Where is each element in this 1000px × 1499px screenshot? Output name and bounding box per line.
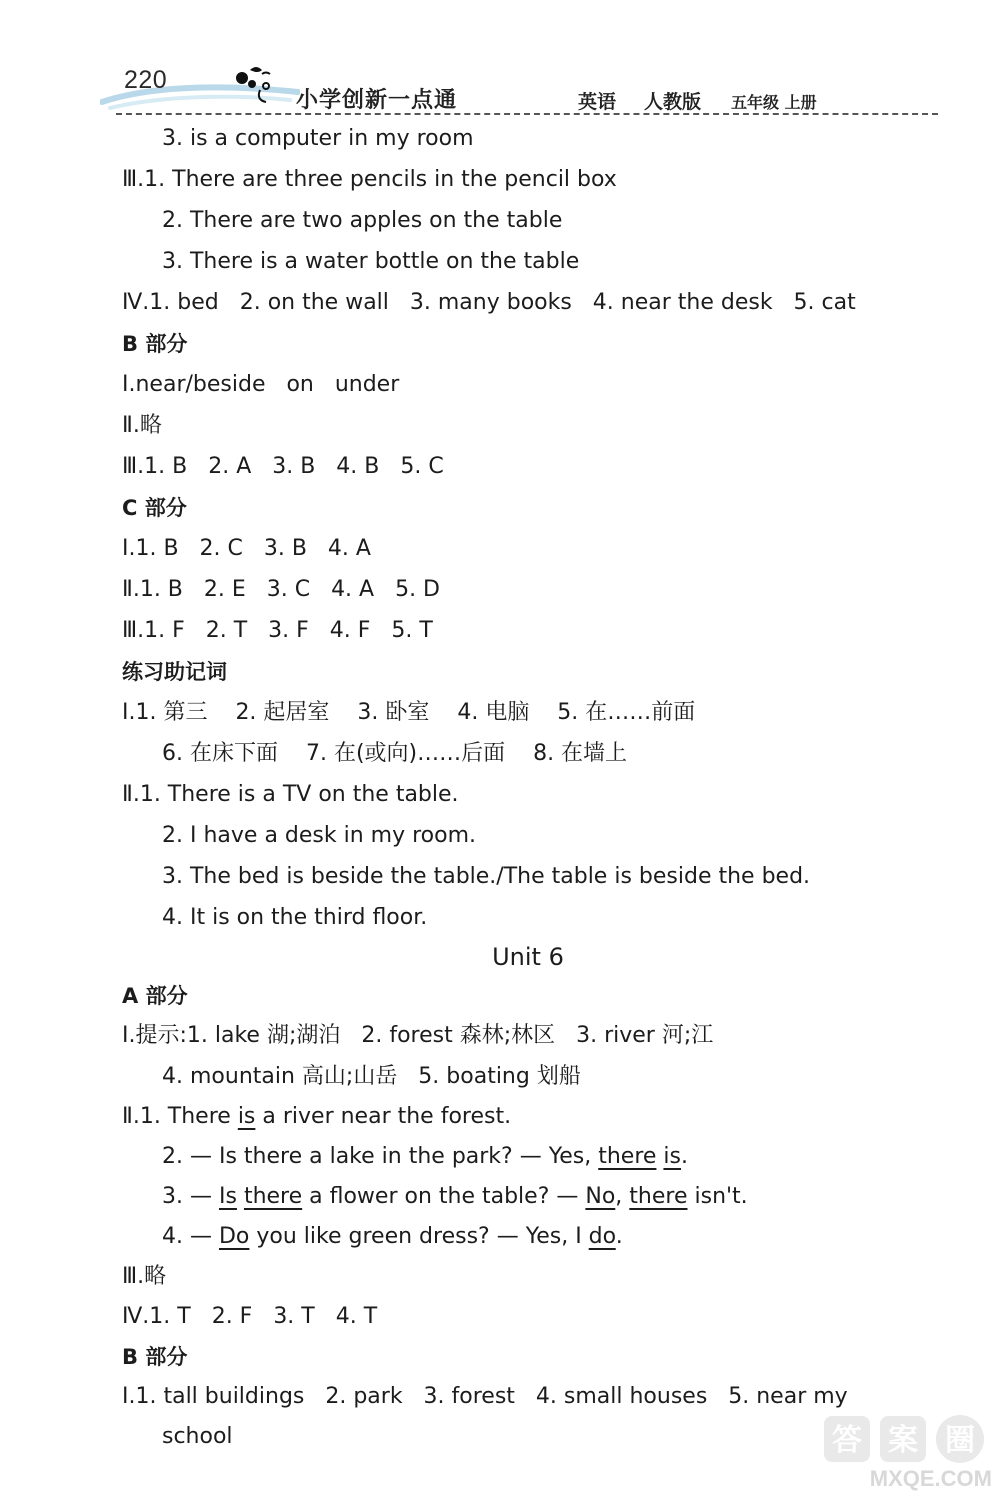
answer-line: school [162, 1424, 233, 1449]
answer-line: Ⅰ.near/beside on under [122, 372, 400, 397]
book-title: 小学创新一点通 [296, 88, 458, 113]
svg-text:案: 案 [888, 1423, 918, 1458]
answer-line: Ⅰ.1. tall buildings 2. park 3. forest 4. small houses 5. near my [122, 1384, 848, 1409]
answer-line: 2. — Is there a lake in the park? — Yes, there is. [162, 1144, 688, 1169]
underlined-answer: is [237, 1104, 256, 1129]
answer-line: Ⅲ.略 [122, 1264, 167, 1289]
watermark-logo-icon [822, 1410, 992, 1470]
answer-line: 4. mountain 高山;山岳 5. boating 划船 [162, 1064, 581, 1089]
mascot-logo-icon [232, 62, 276, 106]
subject-label: 英语 [578, 91, 617, 113]
answer-line: 6. 在床下面 7. 在(或向)……后面 8. 在墙上 [162, 741, 628, 766]
section-heading: A 部分 [122, 984, 188, 1008]
section-heading: B 部分 [122, 1345, 188, 1369]
answer-line: Ⅲ.1. B 2. A 3. B 4. B 5. C [122, 454, 444, 479]
answer-line: 3. — Is there a flower on the table? — No, there isn't. [162, 1184, 748, 1209]
answer-line: 2. There are two apples on the table [162, 208, 563, 233]
answer-line: 4. It is on the third floor. [162, 905, 428, 930]
page-header [0, 0, 1000, 120]
unit-heading: Unit 6 [492, 943, 564, 971]
answer-line: Ⅲ.1. F 2. T 3. F 4. F 5. T [122, 618, 433, 643]
answer-line: 3. The bed is beside the table./The table is beside the bed. [162, 864, 811, 889]
answer-line: Ⅱ.1. B 2. E 3. C 4. A 5. D [122, 577, 441, 602]
grade-label: 五年级 上册 [731, 93, 817, 112]
header-divider [116, 113, 938, 115]
answer-line: Ⅰ.提示:1. lake 湖;湖泊 2. forest 森林;林区 3. river 河;江 [122, 1023, 714, 1048]
answer-line: Ⅲ.1. There are three pencils in the pencil box [122, 167, 617, 192]
page-number: 220 [124, 66, 168, 94]
watermark-url: MXQE.COM [869, 1466, 992, 1491]
answer-line: Ⅰ.1. 第三 2. 起居室 3. 卧室 4. 电脑 5. 在……前面 [122, 700, 696, 725]
answer-line: Ⅳ.1. bed 2. on the wall 3. many books 4. near the desk 5. cat [122, 290, 856, 315]
svg-text:答: 答 [832, 1423, 862, 1458]
answer-line: Ⅱ.1. There is a river near the forest. [122, 1104, 512, 1129]
answer-line: Ⅰ.1. B 2. C 3. B 4. A [122, 536, 371, 561]
section-heading: C 部分 [122, 496, 187, 520]
edition-label: 人教版 [644, 91, 702, 113]
answer-line: Ⅱ.略 [122, 413, 162, 438]
answer-line: 3. There is a water bottle on the table [162, 249, 580, 274]
section-heading: 练习助记词 [122, 660, 227, 684]
underlined-answer: Do [218, 1224, 250, 1249]
underlined-answer: Is [218, 1184, 237, 1209]
underlined-answer: No [585, 1184, 616, 1209]
svg-text:圈: 圈 [945, 1423, 975, 1458]
underlined-answer: there [243, 1184, 303, 1209]
answer-line: 3. is a computer in my room [162, 126, 474, 151]
answer-line: 4. — Do you like green dress? — Yes, I do. [162, 1224, 623, 1249]
watermark [820, 1408, 998, 1496]
underlined-answer: there [598, 1144, 657, 1169]
answer-line: 2. I have a desk in my room. [162, 823, 477, 848]
underlined-answer: there [629, 1184, 688, 1209]
answer-line: Ⅱ.1. There is a TV on the table. [122, 782, 459, 807]
section-heading: B 部分 [122, 332, 188, 356]
answer-line: Ⅳ.1. T 2. F 3. T 4. T [122, 1304, 378, 1329]
underlined-answer: is [663, 1144, 681, 1169]
underlined-answer: do [588, 1224, 616, 1249]
